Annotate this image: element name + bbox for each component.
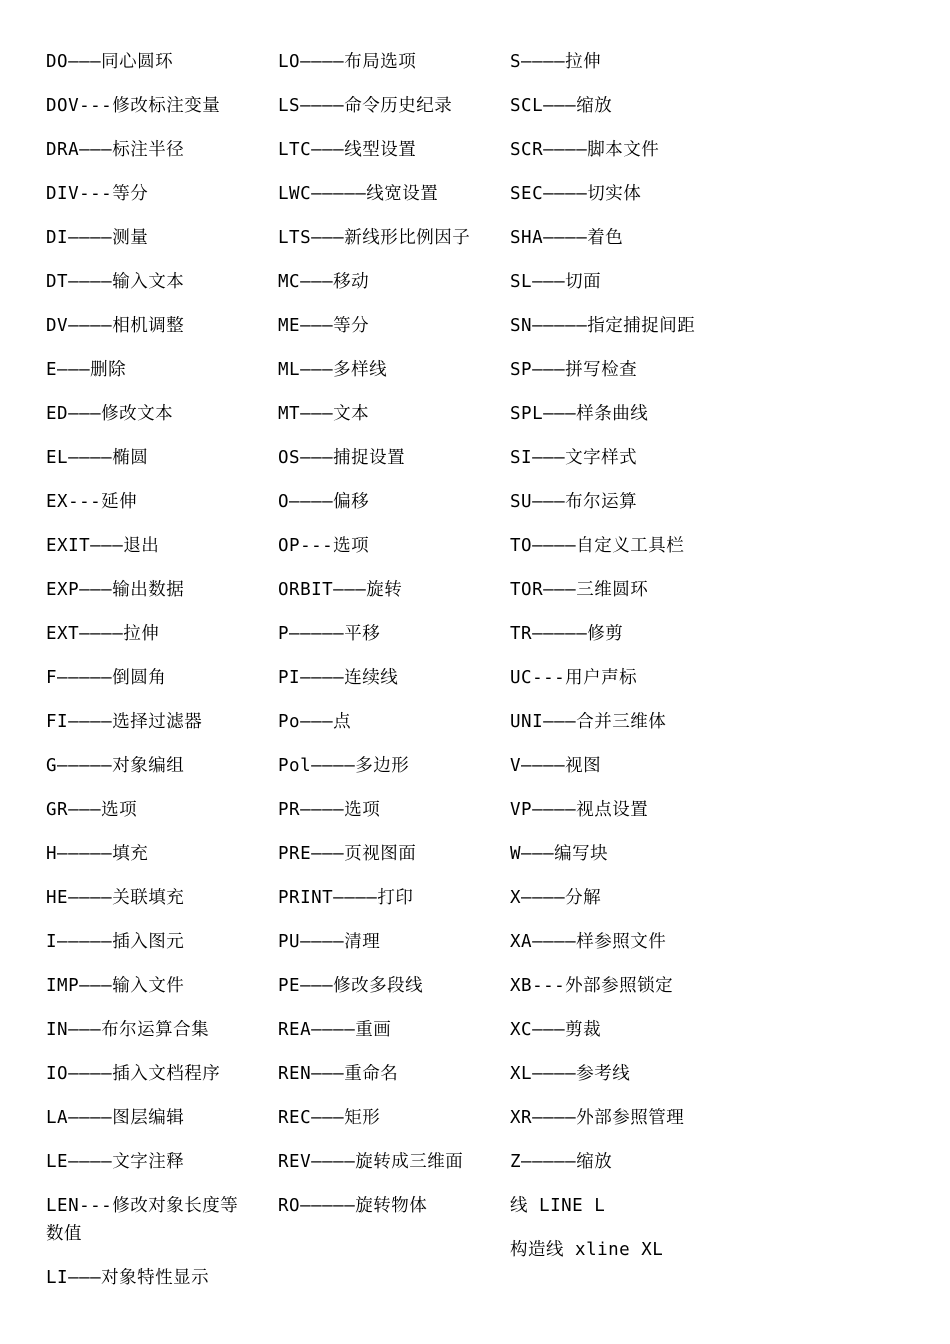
command-entry: XB---外部参照锁定 (510, 976, 674, 996)
command-entry: DIV---等分 (46, 184, 149, 204)
command-entry: I—————插入图元 (46, 932, 185, 952)
command-entry: PR————选项 (278, 800, 381, 820)
command-entry: DV————相机调整 (46, 316, 185, 336)
command-entry: EXT————拉伸 (46, 624, 160, 644)
command-entry: EXP———输出数据 (46, 580, 185, 600)
command-entry: TR—————修剪 (510, 624, 624, 644)
command-entry: MC———移动 (278, 272, 370, 292)
command-entry: EX---延伸 (46, 492, 138, 512)
command-entry: SP———拼写检查 (510, 360, 638, 380)
command-entry: LS————命令历史纪录 (278, 96, 453, 116)
command-entry: Z—————缩放 (510, 1152, 613, 1172)
command-entry: UC---用户声标 (510, 668, 638, 688)
command-entry: IO————插入文档程序 (46, 1064, 221, 1084)
command-entry: IN———布尔运算合集 (46, 1020, 210, 1040)
command-entry: FI————选择过滤器 (46, 712, 203, 732)
command-entry: SCL———缩放 (510, 96, 613, 116)
command-entry: PU————清理 (278, 932, 381, 952)
command-entry: DOV---修改标注变量 (46, 96, 221, 116)
command-entry: E———删除 (46, 360, 127, 380)
command-entry: PRE———页视图面 (278, 844, 417, 864)
command-entry: XC———剪裁 (510, 1020, 602, 1040)
command-entry: PE———修改多段线 (278, 976, 424, 996)
command-entry: H—————填充 (46, 844, 149, 864)
command-entry: DI————测量 (46, 228, 149, 248)
command-column-3 (510, 48, 740, 1280)
command-entry: UNI———合并三维体 (510, 712, 667, 732)
command-entry: SN—————指定捕捉间距 (510, 316, 696, 336)
command-entry: G—————对象编组 (46, 756, 185, 776)
command-entry: S————拉伸 (510, 52, 602, 72)
command-entry: MT———文本 (278, 404, 370, 424)
command-entry: LE————文字注释 (46, 1152, 185, 1172)
command-entry: DT————输入文本 (46, 272, 185, 292)
command-entry: GR———选项 (46, 800, 138, 820)
command-entry: XL————参考线 (510, 1064, 631, 1084)
command-entry: LI———对象特性显示 (46, 1268, 210, 1288)
command-entry: TO————自定义工具栏 (510, 536, 685, 556)
command-entry: ORBIT———旋转 (278, 580, 403, 600)
command-entry: W———编写块 (510, 844, 609, 864)
command-entry: O————偏移 (278, 492, 370, 512)
command-entry: VP————视点设置 (510, 800, 649, 820)
command-entry: XA————样参照文件 (510, 932, 667, 952)
command-entry: REA————重画 (278, 1020, 392, 1040)
command-entry: HE————关联填充 (46, 888, 185, 908)
command-entry: SL———切面 (510, 272, 602, 292)
command-entry: LTS———新线形比例因子 (278, 228, 471, 248)
command-entry: SI———文字样式 (510, 448, 638, 468)
command-entry: OS———捕捉设置 (278, 448, 406, 468)
command-entry: LWC—————线宽设置 (278, 184, 439, 204)
command-entry: SPL———样条曲线 (510, 404, 649, 424)
command-entry: LA————图层编辑 (46, 1108, 185, 1128)
command-entry: V————视图 (510, 756, 602, 776)
command-entry: ML———多样线 (278, 360, 388, 380)
command-entry: ME———等分 (278, 316, 370, 336)
command-entry: SCR————脚本文件 (510, 140, 660, 160)
command-entry: X————分解 (510, 888, 602, 908)
command-column-1 (46, 48, 256, 1308)
command-entry: PI————连续线 (278, 668, 399, 688)
command-entry: XR————外部参照管理 (510, 1108, 685, 1128)
command-entry: REN———重命名 (278, 1064, 399, 1084)
command-entry: RO—————旋转物体 (278, 1196, 428, 1216)
command-entry: REC———矩形 (278, 1108, 381, 1128)
command-entry: OP---选项 (278, 536, 370, 556)
command-entry: Po———点 (278, 712, 352, 732)
command-entry: DRA———标注半径 (46, 140, 185, 160)
command-entry: SU———布尔运算 (510, 492, 638, 512)
command-entry: DO———同心圆环 (46, 52, 174, 72)
command-entry: ED———修改文本 (46, 404, 174, 424)
command-entry: 构造线 xline XL (510, 1240, 664, 1260)
command-entry: EXIT———退出 (46, 536, 160, 556)
command-entry: LTC———线型设置 (278, 140, 417, 160)
command-entry: Pol————多边形 (278, 756, 410, 776)
command-entry: F—————倒圆角 (46, 668, 167, 688)
command-entry: 线 LINE L (510, 1196, 606, 1216)
command-entry: IMP———输入文件 (46, 976, 185, 996)
command-entry: TOR———三维圆环 (510, 580, 649, 600)
command-entry: LEN---修改对象长度等数值 (46, 1196, 239, 1244)
command-entry: SHA————着色 (510, 228, 624, 248)
command-entry: SEC————切实体 (510, 184, 642, 204)
command-column-2 (278, 48, 488, 1236)
command-entry: P—————平移 (278, 624, 381, 644)
command-entry: LO————布局选项 (278, 52, 417, 72)
command-entry: PRINT————打印 (278, 888, 414, 908)
command-entry: EL————椭圆 (46, 448, 149, 468)
command-entry: REV————旋转成三维面 (278, 1152, 464, 1172)
